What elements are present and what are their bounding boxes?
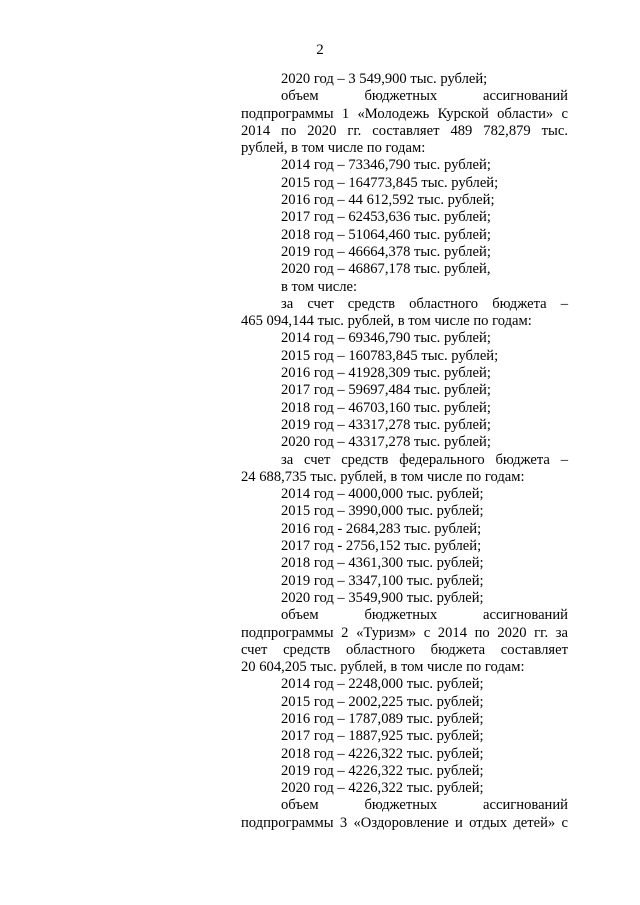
text-line: 2018 год – 4361,300 тыс. рублей; xyxy=(281,555,484,572)
text-line: 2016 год – 44 612,592 тыс. рублей; xyxy=(281,192,495,209)
text-line: 2018 год – 51064,460 тыс. рублей; xyxy=(281,226,491,243)
document-body xyxy=(241,71,568,832)
text-line: рублей, в том числе по годам: xyxy=(241,140,426,157)
text-line: 2017 год - 2756,152 тыс. рублей; xyxy=(281,538,482,555)
text-line: 20 604,205 тыс. рублей, в том числе по годам: xyxy=(241,659,525,676)
text-line: 2017 год – 62453,636 тыс. рублей; xyxy=(281,209,491,226)
text-line: объем бюджетных ассигнований xyxy=(281,607,568,624)
text-line: 465 094,144 тыс. рублей, в том числе по годам: xyxy=(241,313,532,330)
text-line: 2014 год – 4000,000 тыс. рублей; xyxy=(281,486,484,503)
text-line: 2014 год – 2248,000 тыс. рублей; xyxy=(281,676,484,693)
page-number: 2 xyxy=(316,42,324,58)
text-line: 2016 год – 1787,089 тыс. рублей; xyxy=(281,710,484,727)
text-line: 2015 год – 164773,845 тыс. рублей; xyxy=(281,174,499,191)
text-line: 2020 год – 3549,900 тыс. рублей; xyxy=(281,589,484,606)
text-line: за счет средств федерального бюджета – xyxy=(281,451,568,468)
text-line: 2020 год – 3 549,900 тыс. рублей; xyxy=(281,71,488,87)
text-line: 2014 год – 73346,790 тыс. рублей; xyxy=(281,157,491,174)
text-line: счет средств областного бюджета составляет xyxy=(241,641,568,658)
text-line: 2015 год – 2002,225 тыс. рублей; xyxy=(281,693,484,710)
text-line: подпрограммы 1 «Молодежь Курской области» с xyxy=(241,105,568,122)
text-line: 2018 год – 4226,322 тыс. рублей; xyxy=(281,745,484,762)
text-line: 2020 год – 4226,322 тыс. рублей; xyxy=(281,780,484,797)
text-line: 2019 год – 43317,278 тыс. рублей; xyxy=(281,416,491,433)
text-line: 2017 год – 1887,925 тыс. рублей; xyxy=(281,728,484,745)
text-line: в том числе: xyxy=(281,278,358,295)
text-line: объем бюджетных ассигнований xyxy=(281,88,568,105)
text-line: 2017 год – 59697,484 тыс. рублей; xyxy=(281,382,491,399)
text-line: 2019 год – 4226,322 тыс. рублей; xyxy=(281,762,484,779)
text-line: подпрограммы 3 «Оздоровление и отдых детей» с xyxy=(241,814,568,831)
text-line: 2018 год – 46703,160 тыс. рублей; xyxy=(281,399,491,416)
text-line: 2019 год – 3347,100 тыс. рублей; xyxy=(281,572,484,589)
text-line: 2014 по 2020 гг. составляет 489 782,879 тыс. xyxy=(241,122,568,139)
text-line: за счет средств областного бюджета – xyxy=(281,295,568,312)
text-line: 2020 год – 46867,178 тыс. рублей, xyxy=(281,261,491,278)
text-line: 2015 год – 160783,845 тыс. рублей; xyxy=(281,347,499,364)
text-line: 2014 год – 69346,790 тыс. рублей; xyxy=(281,330,491,347)
text-line: 2019 год – 46664,378 тыс. рублей; xyxy=(281,243,491,260)
text-line: 2016 год - 2684,283 тыс. рублей; xyxy=(281,520,482,537)
text-line: подпрограммы 2 «Туризм» с 2014 по 2020 гг. за xyxy=(241,624,568,641)
text-line: 2016 год – 41928,309 тыс. рублей; xyxy=(281,365,491,382)
text-line: объем бюджетных ассигнований xyxy=(281,797,568,814)
text-line: 2015 год – 3990,000 тыс. рублей; xyxy=(281,503,484,520)
text-line: 2020 год – 43317,278 тыс. рублей; xyxy=(281,434,491,451)
text-line: 24 688,735 тыс. рублей, в том числе по годам: xyxy=(241,468,525,485)
